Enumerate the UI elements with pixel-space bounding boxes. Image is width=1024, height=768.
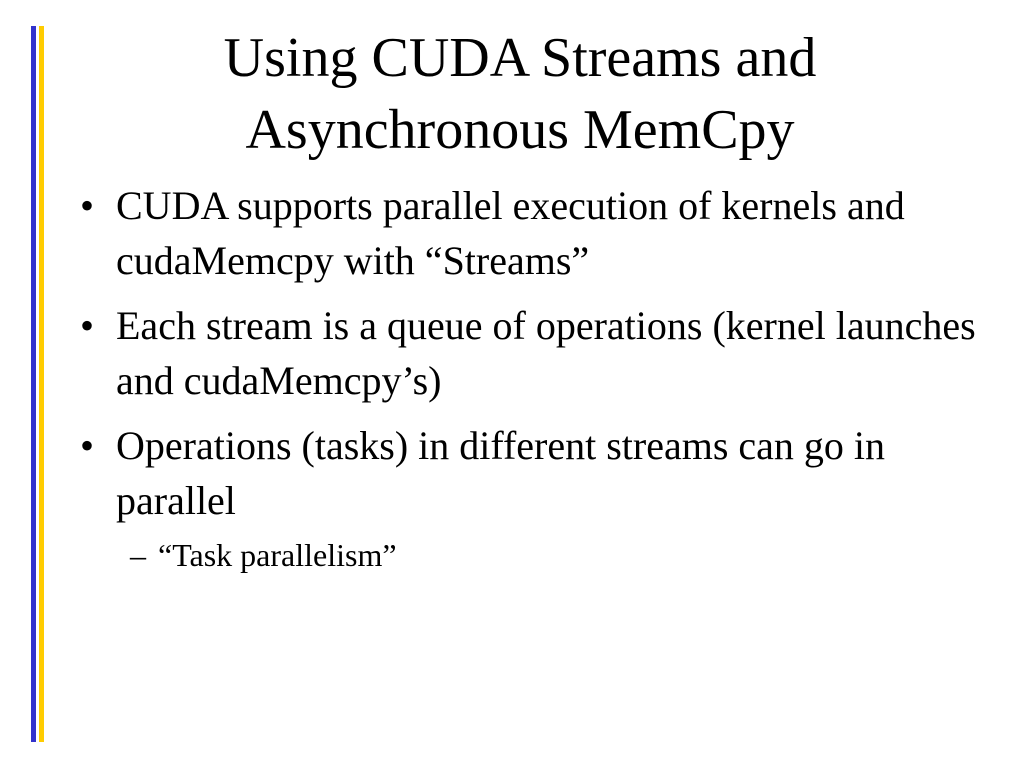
bullet-icon: • (80, 303, 95, 348)
bullet-item (80, 178, 980, 288)
left-accent-bar-blue (31, 26, 36, 742)
bullet-icon: • (80, 423, 95, 468)
bullet-list (80, 178, 980, 592)
left-accent-bar-gold (39, 26, 44, 742)
dash-icon: – (130, 537, 146, 573)
slide-title (100, 22, 940, 166)
sub-bullet-list (116, 528, 980, 582)
slide-title-line-2: Asynchronous MemCpy (245, 99, 795, 161)
sub-bullet-text: “Task parallelism” (158, 537, 397, 573)
sub-bullet-item (130, 528, 980, 582)
slide-title-line-1: Using CUDA Streams and (223, 27, 817, 89)
bullet-text: Operations (tasks) in different streams can go in parallel (116, 423, 886, 523)
bullet-item (80, 418, 980, 582)
bullet-icon: • (80, 183, 95, 228)
bullet-text: CUDA supports parallel execution of kernels and cudaMemcpy with “Streams” (116, 183, 905, 283)
bullet-text: Each stream is a queue of operations (kernel launches and cudaMemcpy’s) (116, 303, 976, 403)
bullet-item (80, 298, 980, 408)
